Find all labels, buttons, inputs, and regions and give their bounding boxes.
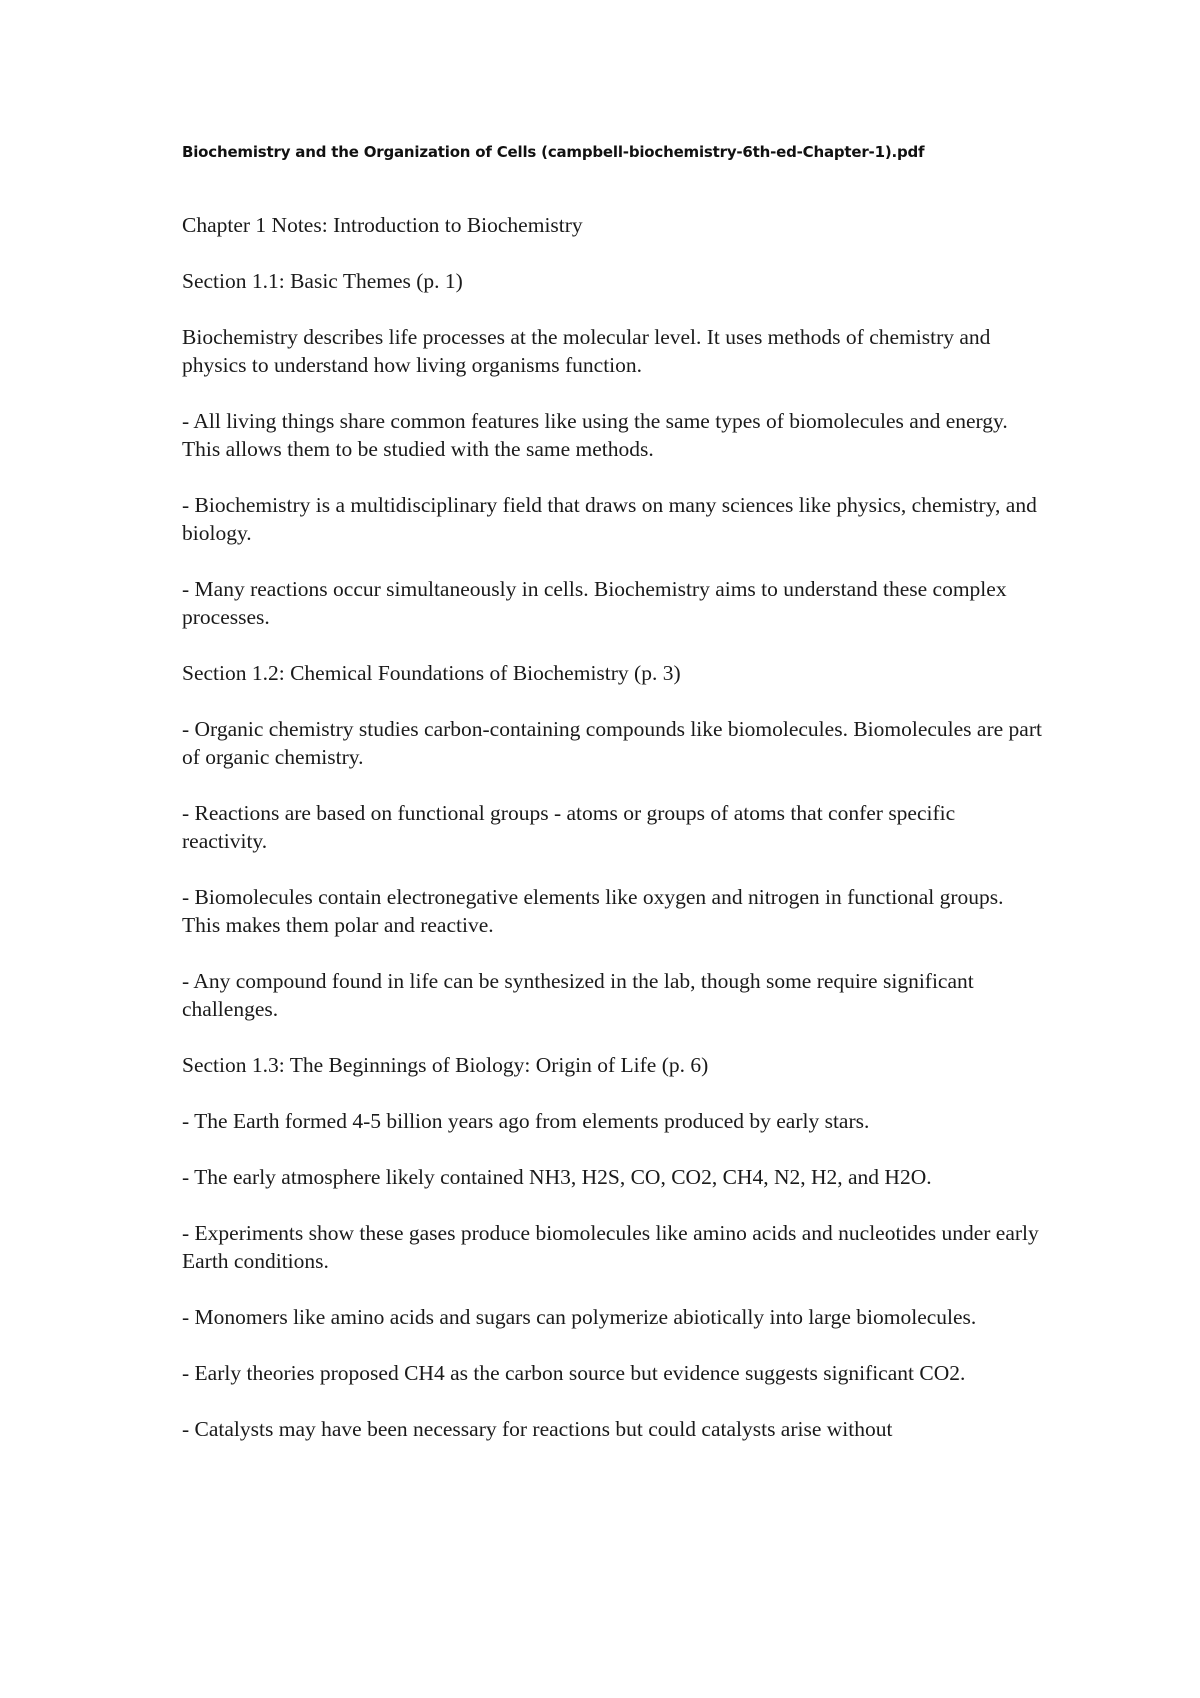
bullet-paragraph: - All living things share common features like using the same types of biomolecules and energy. This allows them to be studied with the same methods. [182, 409, 1008, 461]
bullet-paragraph: - Any compound found in life can be synthesized in the lab, though some require significant challenges. [182, 969, 974, 1021]
bullet-paragraph: - Biomolecules contain electronegative elements like oxygen and nitrogen in functional groups. This makes them polar and reactive. [182, 885, 1004, 937]
bullet-paragraph: - Biochemistry is a multidisciplinary field that draws on many sciences like physics, chemistry, and biology. [182, 493, 1037, 545]
bullet-paragraph: - Many reactions occur simultaneously in cells. Biochemistry aims to understand these complex processes. [182, 577, 1007, 629]
bullet-paragraph: - Organic chemistry studies carbon-containing compounds like biomolecules. Biomolecules are part of organic chemistry. [182, 717, 1042, 769]
page-content [182, 143, 1042, 1471]
bullet-paragraph: - The early atmosphere likely contained NH3, H2S, CO, CO2, CH4, N2, H2, and H2O. [182, 1165, 932, 1189]
document-body [182, 211, 1042, 1443]
bullet-paragraph: - Early theories proposed CH4 as the carbon source but evidence suggests significant CO2. [182, 1361, 966, 1385]
bullet-paragraph: - Experiments show these gases produce biomolecules like amino acids and nucleotides under early Earth conditions. [182, 1221, 1039, 1273]
bullet-paragraph: - Catalysts may have been necessary for reactions but could catalysts arise without [182, 1417, 893, 1441]
chapter-title: Chapter 1 Notes: Introduction to Biochemistry [182, 213, 583, 237]
section-heading: Section 1.1: Basic Themes (p. 1) [182, 269, 463, 293]
bullet-paragraph: - The Earth formed 4-5 billion years ago from elements produced by early stars. [182, 1109, 870, 1133]
section-heading: Section 1.3: The Beginnings of Biology: Origin of Life (p. 6) [182, 1053, 709, 1077]
bullet-paragraph: - Monomers like amino acids and sugars can polymerize abiotically into large biomolecules. [182, 1305, 977, 1329]
section-heading: Section 1.2: Chemical Foundations of Biochemistry (p. 3) [182, 661, 681, 685]
bullet-paragraph: - Reactions are based on functional groups - atoms or groups of atoms that confer specific reactivity. [182, 801, 956, 853]
document-header: Biochemistry and the Organization of Cells (campbell-biochemistry-6th-ed-Chapter-1).pdf [182, 143, 925, 161]
paragraph: Biochemistry describes life processes at the molecular level. It uses methods of chemistry and physics to understand how living organisms function. [182, 325, 991, 377]
